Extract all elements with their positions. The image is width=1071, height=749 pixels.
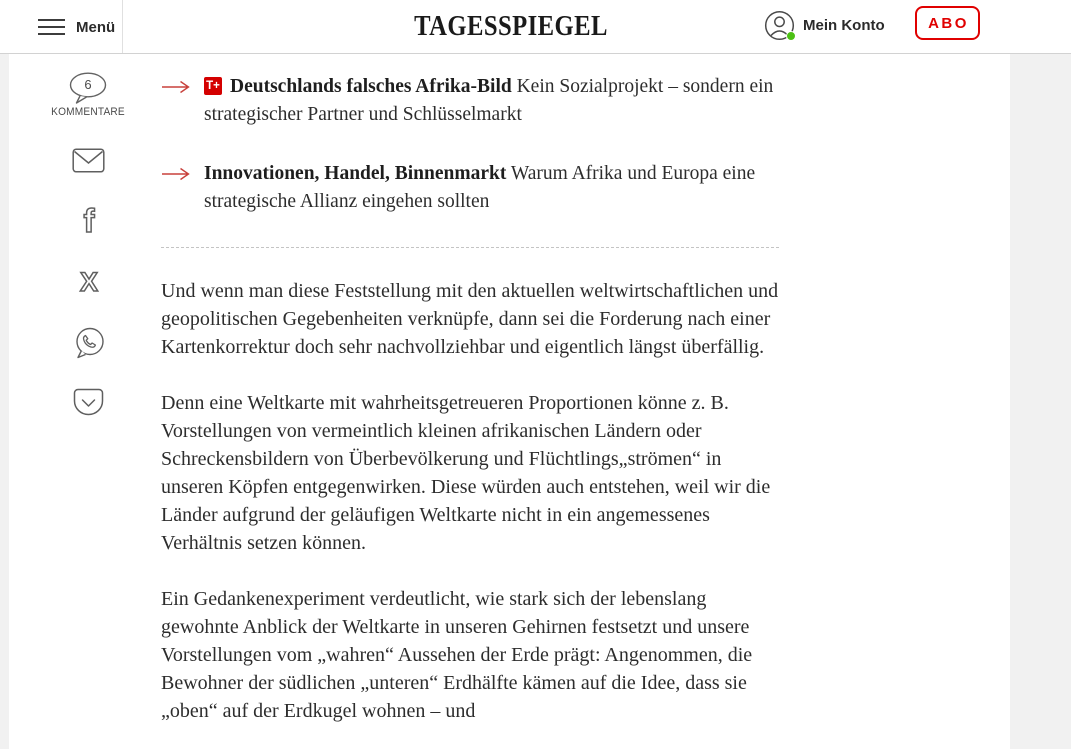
- x-twitter-icon: X: [79, 266, 98, 297]
- article-paragraphs: [161, 277, 781, 725]
- online-status-dot: [786, 31, 796, 41]
- whatsapp-icon: [73, 326, 106, 360]
- related-article-link-1[interactable]: [161, 73, 781, 129]
- related-article-kicker: Innovationen, Handel, Binnenmarkt: [204, 163, 507, 184]
- menu-label: Menü: [76, 18, 116, 36]
- abo-button[interactable]: ABO: [915, 6, 980, 40]
- related-article-text: [204, 73, 781, 129]
- related-article-link-2[interactable]: [161, 160, 781, 216]
- related-article-kicker: Deutschlands falsches Afrika-Bild: [230, 76, 512, 97]
- share-pocket-button[interactable]: [72, 388, 105, 419]
- tplus-badge: T+: [204, 77, 222, 95]
- arrow-right-icon: [161, 166, 191, 182]
- related-article-subtitle: Kein Sozialprojekt – sondern ein strategischer Partner und Schlüsselmarkt: [204, 76, 774, 125]
- arrow-right-icon: [161, 79, 191, 95]
- avatar-icon: [764, 10, 795, 41]
- tagesspiegel-logo[interactable]: TAGESSPIEGEL: [414, 10, 608, 42]
- comments-count: 6: [84, 77, 92, 92]
- header-divider: [122, 0, 123, 53]
- account-button[interactable]: [764, 8, 885, 42]
- share-x-twitter-button[interactable]: [74, 268, 104, 296]
- share-whatsapp-button[interactable]: [73, 326, 106, 360]
- pocket-icon: [72, 388, 105, 419]
- related-article-text: [204, 160, 781, 216]
- share-facebook-button[interactable]: [77, 200, 101, 240]
- menu-button[interactable]: [38, 12, 115, 42]
- email-icon: [72, 148, 105, 173]
- site-header: [0, 0, 1071, 54]
- account-label: Mein Konto: [803, 16, 885, 34]
- facebook-icon: f: [83, 201, 95, 239]
- article-body: [161, 73, 781, 749]
- article-paragraph: Ein Gedankenexperiment verdeutlicht, wie stark sich der lebenslang gewohnte Anblick der Weltkarte in unseren Gehirnen festsetzt und unsere Vorstellungen vom „wahren“ Aussehen der Erde prägt: Angenommen, die Bewohner der südlichen „unteren“ Erdhälfte kämen auf die Idee, dass sie „oben“ auf der Erdkugel wohnen – und: [161, 588, 753, 722]
- dashed-divider: [161, 247, 779, 248]
- comments-label[interactable]: KOMMENTARE: [42, 106, 134, 118]
- article-paragraph: Denn eine Weltkarte mit wahrheitsgetreueren Proportionen könne z. B. Vorstellungen von vermeintlich kleinen afrikanischen Ländern oder Schreckensbildern von Überbevölkerung und Flüchtlings„strömen“ in unseren Köpfen entgegenwirken. Diese würden auch entstehen, weil wir die Länder aufgrund der geläufigen Weltkarte nicht in ein angemessenes Verhältnis setzen können.: [161, 392, 771, 554]
- article-paragraph: Und wenn man diese Feststellung mit den aktuellen weltwirtschaftlichen und geopolitischen Gegebenheiten verknüpfe, dann sei die Forderung nach einer Kartenkorrektur doch sehr nachvollziehbar und eigentlich längst überfällig.: [161, 280, 779, 358]
- comments-button[interactable]: [66, 71, 110, 105]
- related-article-subtitle: Warum Afrika und Europa eine strategische Allianz eingehen sollten: [204, 163, 756, 212]
- share-email-button[interactable]: [72, 148, 105, 173]
- hamburger-icon: [38, 19, 65, 35]
